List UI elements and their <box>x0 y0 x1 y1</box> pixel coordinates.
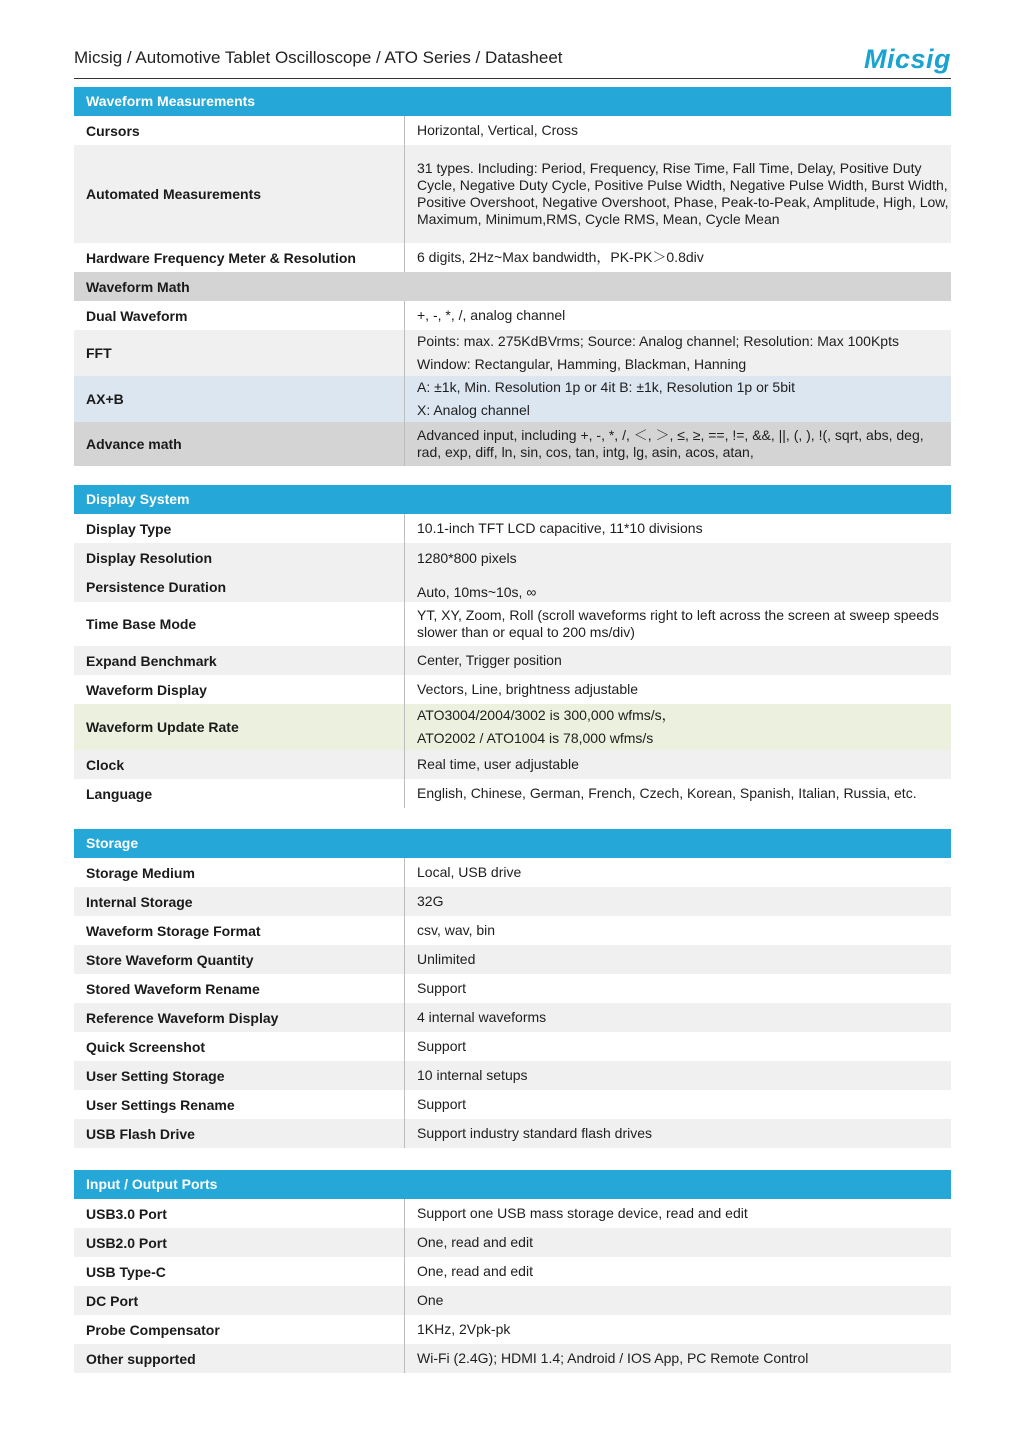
section-io-ports <box>74 1170 951 1373</box>
row-label: USB3.0 Port <box>74 1199 405 1228</box>
table-row <box>74 916 951 945</box>
row-value: Real time, user adjustable <box>417 756 579 772</box>
row-label: Advance math <box>74 422 405 466</box>
row-value: Support <box>417 1038 467 1054</box>
micsig-logo: Micsig <box>863 44 951 74</box>
row-label: Display Resolution <box>86 549 213 566</box>
row-label: Dual Waveform <box>74 301 405 330</box>
table-row <box>74 675 951 704</box>
row-label: Time Base Mode <box>74 602 405 646</box>
row-value: Unlimited <box>417 951 476 967</box>
row-value: 10.1-inch TFT LCD capacitive, 11*10 divisions <box>417 520 703 536</box>
row-value: Support one USB mass storage device, read and edit <box>417 1205 748 1221</box>
row-value: Support <box>417 1096 467 1112</box>
row-value: A: ±1k, Min. Resolution 1p or 4it B: ±1k, Resolution 1p or 5bit X: Analog channel <box>417 379 795 418</box>
table-row <box>74 1286 951 1315</box>
section-title: Waveform Measurements <box>74 87 951 116</box>
row-label: User Setting Storage <box>74 1061 405 1090</box>
table-row <box>74 1344 951 1373</box>
table-row <box>74 858 951 887</box>
row-value: Center, Trigger position <box>417 652 562 668</box>
row-label: Expand Benchmark <box>74 646 405 675</box>
section-title: Input / Output Ports <box>74 1170 951 1199</box>
row-value: 10 internal setups <box>417 1067 528 1083</box>
table-row <box>74 1119 951 1148</box>
document-title: Micsig / Automotive Tablet Oscilloscope / ATO Series / Datasheet <box>74 48 563 67</box>
row-value: Auto, 10ms~10s, ∞ <box>417 584 537 600</box>
row-value: 32G <box>417 893 444 909</box>
section-title: Display System <box>74 485 951 514</box>
row-label: Stored Waveform Rename <box>74 974 405 1003</box>
row-label: AX+B <box>74 376 405 422</box>
section-display-system <box>74 485 951 808</box>
table-row <box>74 514 951 543</box>
table-row <box>74 1090 951 1119</box>
row-value: YT, XY, Zoom, Roll (scroll waveforms right to left across the screen at sweep speeds slower than or equal to 200 ms/div) <box>417 607 939 640</box>
row-value: 31 types. Including: Period, Frequency, Rise Time, Fall Time, Delay, Positive Duty Cycle, Negative Duty Cycle, Positive Pulse Width, Negative Pulse Width, Burst Width, Positive Overshoot, Negative Overshoot, Phase, Peak-to-Peak, Amplitude, High, Low, Maximum, Minimum,RMS, Cycle RMS, Mean, Cycle Mean <box>417 160 949 227</box>
row-label: FFT <box>74 330 405 376</box>
row-value: One, read and edit <box>417 1263 533 1279</box>
table-row <box>74 750 951 779</box>
row-value: Horizontal, Vertical, Cross <box>417 122 579 138</box>
row-label: User Settings Rename <box>74 1090 405 1119</box>
section-storage <box>74 829 951 1148</box>
table-row <box>74 1032 951 1061</box>
page-header <box>74 44 951 79</box>
row-value: ATO3004/2004/3002 is 300,000 wfms/s， ATO2002 / ATO1004 is 78,000 wfms/s <box>417 707 676 746</box>
table-row <box>74 301 951 330</box>
section-title: Storage <box>74 829 951 858</box>
row-label: Language <box>74 779 405 808</box>
row-value: Wi-Fi (2.4G); HDMI 1.4; Android / IOS App, PC Remote Control <box>417 1350 809 1366</box>
row-value: +, -, *, /, analog channel <box>417 307 566 323</box>
table-row <box>74 887 951 916</box>
table-row <box>74 974 951 1003</box>
row-label: Probe Compensator <box>74 1315 405 1344</box>
row-value: Local, USB drive <box>417 864 522 880</box>
row-label: DC Port <box>74 1286 405 1315</box>
row-label: Persistence Duration <box>86 579 227 595</box>
row-label: USB2.0 Port <box>74 1228 405 1257</box>
row-label: Quick Screenshot <box>74 1032 405 1061</box>
table-row <box>74 145 951 243</box>
row-value: One, read and edit <box>417 1234 533 1250</box>
row-label: Automated Measurements <box>74 145 405 243</box>
table-row <box>74 376 951 422</box>
table-row <box>74 1228 951 1257</box>
row-label: Cursors <box>74 116 405 145</box>
table-row <box>74 1315 951 1344</box>
table-row <box>74 422 951 466</box>
row-label: USB Type-C <box>74 1257 405 1286</box>
row-value: English, Chinese, German, French, Czech, Korean, Spanish, Italian, Russia, etc. <box>417 785 917 801</box>
row-value: 1280*800 pixels <box>417 549 517 566</box>
table-row <box>74 945 951 974</box>
table-row <box>74 1199 951 1228</box>
row-label: Reference Waveform Display <box>74 1003 405 1032</box>
row-label: Other supported <box>74 1344 405 1373</box>
row-value: Points: max. 275KdBVrms; Source: Analog channel; Resolution: Max 100Kpts Window: Rectangular, Hamming, Blackman, Hanning <box>417 333 899 372</box>
table-row-group <box>74 543 951 602</box>
row-label: Waveform Display <box>74 675 405 704</box>
row-label: Display Type <box>74 514 405 543</box>
row-label: Storage Medium <box>74 858 405 887</box>
section-waveform-measurements <box>74 87 951 466</box>
row-label: USB Flash Drive <box>74 1119 405 1148</box>
table-row <box>74 646 951 675</box>
row-label: Clock <box>74 750 405 779</box>
row-value: 6 digits, 2Hz~Max bandwidth，PK-PK＞0.8div <box>417 249 704 265</box>
row-label: Waveform Storage Format <box>74 916 405 945</box>
row-value: 4 internal waveforms <box>417 1009 547 1025</box>
row-value: csv, wav, bin <box>417 922 496 938</box>
table-row <box>74 602 951 646</box>
table-row <box>74 1257 951 1286</box>
row-value: One <box>417 1292 444 1308</box>
table-row <box>74 1061 951 1090</box>
table-row <box>74 330 951 376</box>
row-value: Vectors, Line, brightness adjustable <box>417 681 639 697</box>
table-row <box>74 779 951 808</box>
row-value: Support industry standard flash drives <box>417 1125 653 1141</box>
row-value: Support <box>417 980 467 996</box>
table-row <box>74 116 951 145</box>
row-label: Internal Storage <box>74 887 405 916</box>
row-label: Store Waveform Quantity <box>74 945 405 974</box>
row-value: 1KHz, 2Vpk-pk <box>417 1321 511 1337</box>
table-row <box>74 704 951 750</box>
row-label: Waveform Update Rate <box>74 704 405 750</box>
row-value: Advanced input, including +, -, *, /, ＜, ＞, ≤, ≥, ==, !=, &&, ||, (, ), !(, sqrt, abs, deg, rad, exp, diff, ln, sin, cos, tan, intg, lg, asin, acos, atan, <box>417 427 924 460</box>
subsection-title: Waveform Math <box>74 272 951 301</box>
table-row <box>74 243 951 272</box>
table-row <box>74 1003 951 1032</box>
row-label: Hardware Frequency Meter & Resolution <box>74 243 405 272</box>
